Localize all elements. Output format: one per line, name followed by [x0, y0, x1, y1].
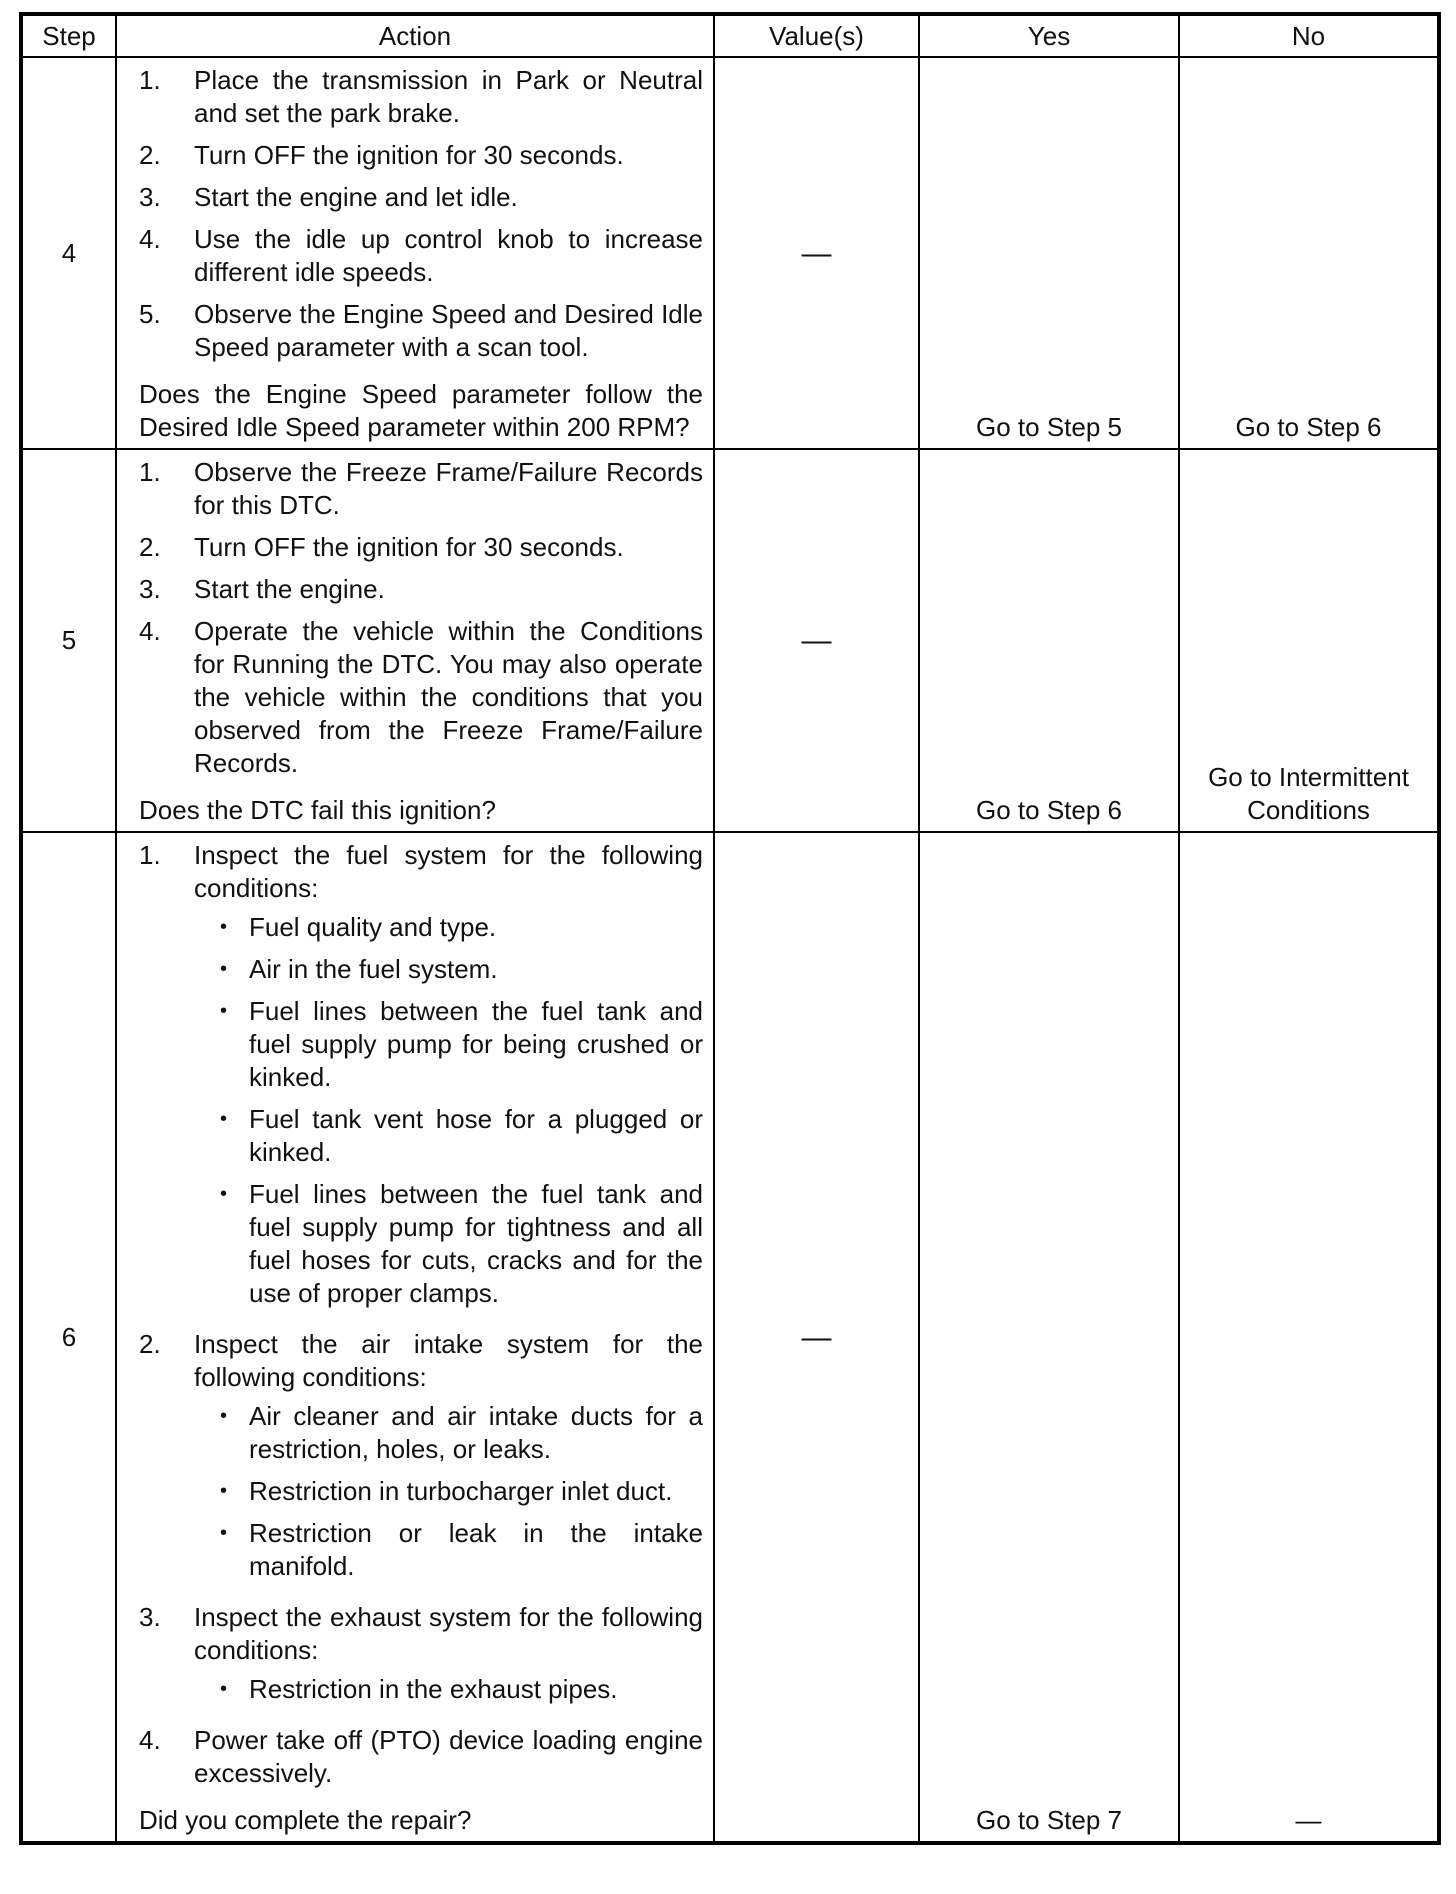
- action-item: [139, 1601, 703, 1715]
- action-item: [139, 573, 703, 606]
- action-item-number: 1.: [139, 65, 161, 95]
- bullet-icon: •: [220, 1678, 228, 1700]
- action-item-text: Power take off (PTO) device loading engine excessively.: [194, 1725, 703, 1788]
- step-number-cell: 6: [21, 832, 116, 1843]
- step-number-cell: 4: [21, 57, 116, 449]
- action-item: [139, 531, 703, 564]
- action-item-number: 5.: [139, 299, 161, 329]
- action-item: [139, 139, 703, 172]
- action-item-body: [194, 531, 703, 564]
- action-item: [139, 223, 703, 289]
- action-item-number: 3.: [139, 182, 161, 212]
- header-action: Action: [116, 14, 714, 57]
- header-no: No: [1179, 14, 1439, 57]
- action-question: Does the DTC fail this ignition?: [139, 795, 496, 825]
- table-row: [21, 57, 1439, 449]
- action-cell: [116, 832, 714, 1843]
- action-bullet-text: Air cleaner and air intake ducts for a restriction, holes, or leaks.: [249, 1401, 703, 1464]
- action-item-number: 3.: [139, 1602, 161, 1632]
- action-bullet-text: Restriction in the exhaust pipes.: [249, 1674, 618, 1704]
- yes-cell: Go to Step 7: [919, 832, 1179, 1843]
- action-bullet-text: Fuel lines between the fuel tank and fuel supply pump for being crushed or kinked.: [249, 996, 703, 1092]
- action-item-body: [194, 64, 703, 130]
- yes-cell: Go to Step 5: [919, 57, 1179, 449]
- action-bullet-text: Air in the fuel system.: [249, 954, 498, 984]
- action-item-number: 2.: [139, 532, 161, 562]
- action-item-text: Observe the Engine Speed and Desired Idle Speed parameter with a scan tool.: [194, 299, 703, 362]
- action-item-text: Inspect the fuel system for the following conditions:: [194, 840, 703, 903]
- action-item-body: [194, 456, 703, 522]
- action-item-text: Start the engine.: [194, 574, 385, 604]
- action-bullet: [194, 995, 703, 1094]
- action-bullet: [194, 1517, 703, 1583]
- action-item-text: Turn OFF the ignition for 30 seconds.: [194, 532, 624, 562]
- action-item: [139, 839, 703, 1319]
- action-bullet-text: Restriction in turbocharger inlet duct.: [249, 1476, 673, 1506]
- action-question: Does the Engine Speed parameter follow the Desired Idle Speed parameter within 200 RPM?: [139, 379, 703, 442]
- action-item: [139, 181, 703, 214]
- header-row: [21, 14, 1439, 57]
- bullet-icon: •: [220, 1405, 228, 1427]
- action-item-body: [194, 298, 703, 364]
- action-bullet: [194, 1673, 703, 1706]
- action-item-number: 2.: [139, 140, 161, 170]
- no-cell: Go to Step 6: [1179, 57, 1439, 449]
- action-bullet-text: Fuel quality and type.: [249, 912, 497, 942]
- action-item: [139, 298, 703, 364]
- header-values: Value(s): [714, 14, 919, 57]
- bullet-icon: •: [220, 916, 228, 938]
- diagnostic-table: [19, 12, 1441, 1845]
- action-item-number: 4.: [139, 616, 161, 646]
- action-bullet: [194, 1103, 703, 1169]
- action-item-text: Operate the vehicle within the Conditions for Running the DTC. You may also operate the vehicle within the conditions that you observed from the Freeze Frame/Failure Records.: [194, 616, 703, 778]
- action-bullet-text: Fuel tank vent hose for a plugged or kinked.: [249, 1104, 703, 1167]
- action-item-number: 2.: [139, 1329, 161, 1359]
- action-item-number: 3.: [139, 574, 161, 604]
- action-bullet: [194, 1475, 703, 1508]
- action-item: [139, 1724, 703, 1790]
- value-cell: —: [714, 449, 919, 832]
- action-item-body: [194, 839, 703, 1319]
- action-item: [139, 64, 703, 130]
- bullet-icon: •: [220, 1480, 228, 1502]
- action-bullet: [194, 1400, 703, 1466]
- action-bullet: [194, 1178, 703, 1310]
- action-item-text: Turn OFF the ignition for 30 seconds.: [194, 140, 624, 170]
- header-yes: Yes: [919, 14, 1179, 57]
- table-row: [21, 449, 1439, 832]
- action-bullet: [194, 953, 703, 986]
- bullet-icon: •: [220, 958, 228, 980]
- action-item: [139, 615, 703, 780]
- action-item-body: [194, 223, 703, 289]
- action-item-number: 4.: [139, 1725, 161, 1755]
- action-item-body: [194, 181, 703, 214]
- no-cell: —: [1179, 832, 1439, 1843]
- action-item-body: [194, 573, 703, 606]
- action-item-body: [194, 1601, 703, 1715]
- step-number-cell: 5: [21, 449, 116, 832]
- action-item-number: 4.: [139, 224, 161, 254]
- header-step: Step: [21, 14, 116, 57]
- action-item-body: [194, 615, 703, 780]
- action-item-body: [194, 1724, 703, 1790]
- action-bullet: [194, 911, 703, 944]
- action-item-number: 1.: [139, 840, 161, 870]
- action-item: [139, 1328, 703, 1592]
- action-item-text: Inspect the exhaust system for the following conditions:: [194, 1602, 703, 1665]
- value-cell: —: [714, 57, 919, 449]
- action-question: Did you complete the repair?: [139, 1805, 472, 1835]
- action-item-text: Place the transmission in Park or Neutral and set the park brake.: [194, 65, 703, 128]
- action-item-text: Use the idle up control knob to increase different idle speeds.: [194, 224, 703, 287]
- action-bullet-text: Restriction or leak in the intake manifold.: [249, 1518, 703, 1581]
- bullet-icon: •: [220, 1522, 228, 1544]
- table-row: [21, 832, 1439, 1843]
- bullet-icon: •: [220, 1183, 228, 1205]
- action-item-text: Observe the Freeze Frame/Failure Records for this DTC.: [194, 457, 703, 520]
- bullet-icon: •: [220, 1108, 228, 1130]
- action-item-text: Inspect the air intake system for the following conditions:: [194, 1329, 703, 1392]
- yes-cell: Go to Step 6: [919, 449, 1179, 832]
- action-item-body: [194, 1328, 703, 1592]
- action-item-text: Start the engine and let idle.: [194, 182, 518, 212]
- action-cell: [116, 449, 714, 832]
- no-cell: Go to Intermittent Conditions: [1179, 449, 1439, 832]
- action-cell: [116, 57, 714, 449]
- action-item: [139, 456, 703, 522]
- action-bullet-text: Fuel lines between the fuel tank and fuel supply pump for tightness and all fuel hoses for cuts, cracks and for the use of proper clamps.: [249, 1179, 703, 1308]
- action-item-body: [194, 139, 703, 172]
- bullet-icon: •: [220, 1000, 228, 1022]
- action-item-number: 1.: [139, 457, 161, 487]
- value-cell: —: [714, 832, 919, 1843]
